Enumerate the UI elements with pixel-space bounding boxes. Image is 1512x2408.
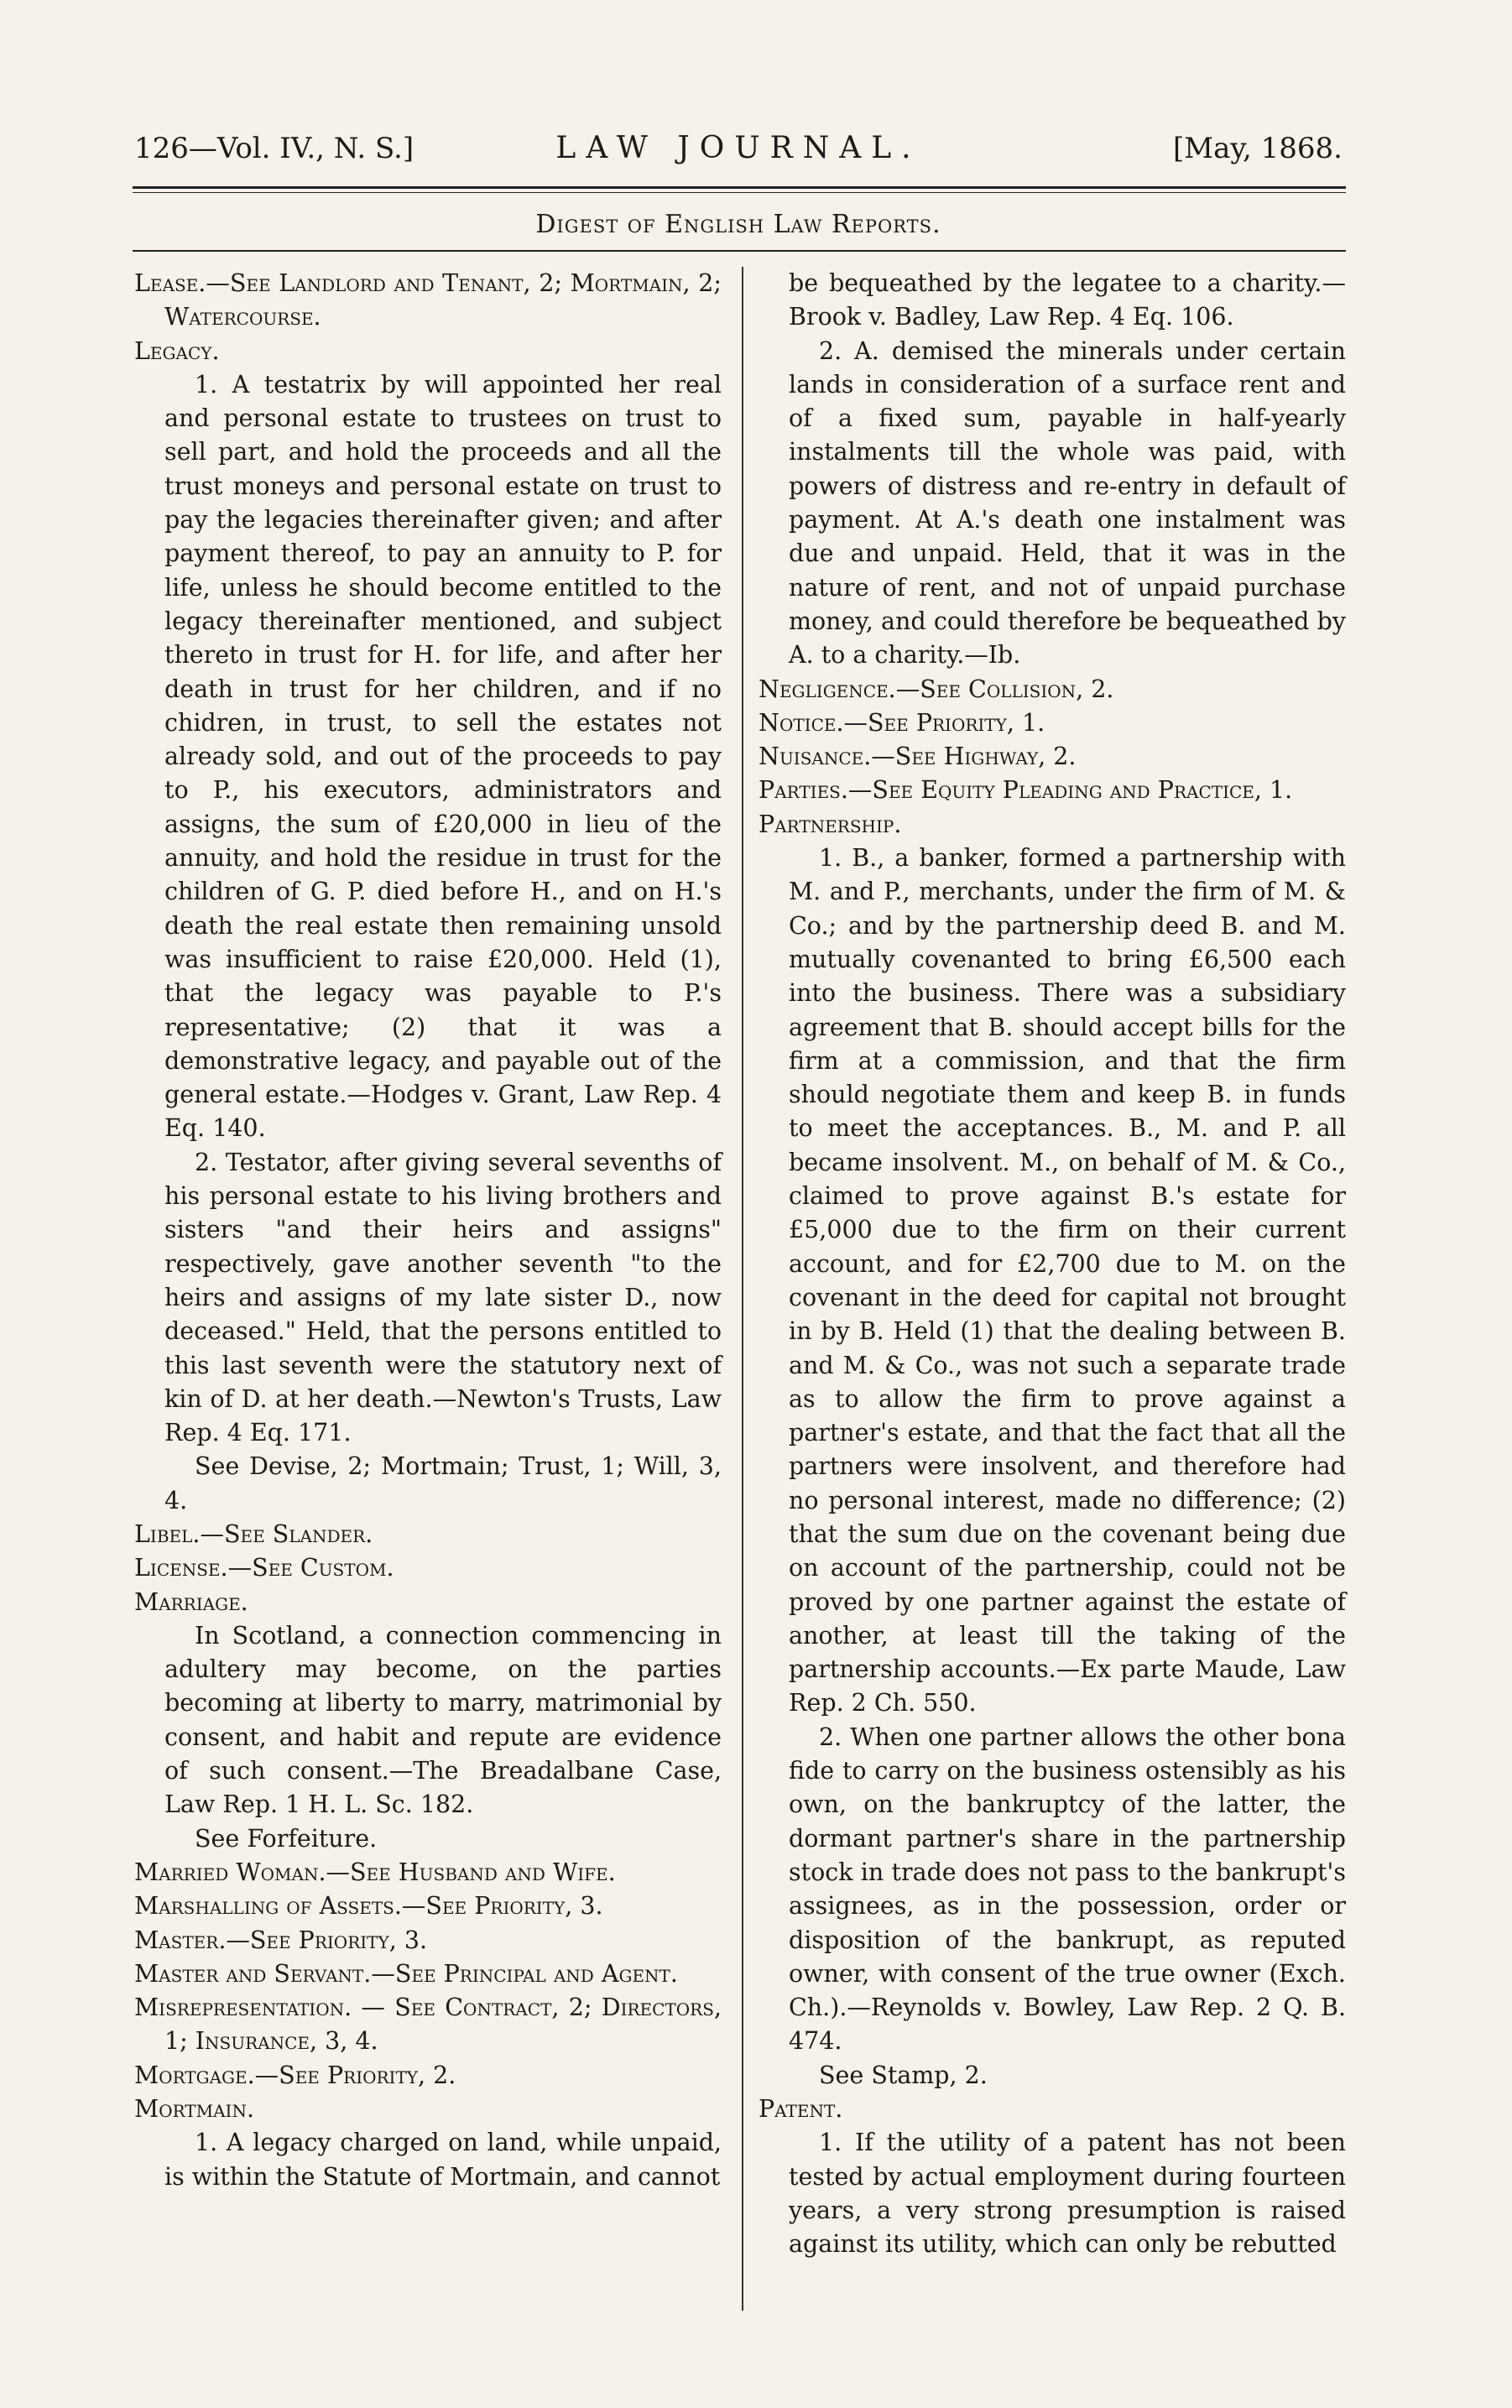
entry-master-servant: Master and Servant.—See Principal and Agent. xyxy=(134,1959,678,1988)
entry-misrepresentation: Misrepresentation. — See Contract, 2; Directors, 1; Insurance, 3, 4. xyxy=(134,1994,722,2056)
mortmain-paragraph-1: 1. A legacy charged on land, while unpaid, is within the Statute of Mortmain, and cannot xyxy=(164,2129,722,2191)
mortmain-paragraph-2: 2. A. demised the minerals under certain lands in consideration of a surface rent and of a fixed sum, payable in half-yearly instalments till the whole was paid, with powers of distress and re-entry in default of payment. At A.'s death one instalment was due and unpaid. Held, that it was in the nature of rent, and not of unpaid purchase money, and could therefore be bequeathed by A. to a charity.—Ib. xyxy=(789,336,1346,670)
entry-parties: Parties.—See Equity Pleading and Practice, 1. xyxy=(759,776,1293,805)
heading-mortmain: Mortmain. xyxy=(134,2095,255,2124)
heading-marriage: Marriage. xyxy=(134,1587,248,1616)
heading-partnership: Partnership. xyxy=(759,810,902,838)
right-column xyxy=(759,267,1346,2262)
entry-marshalling: Marshalling of Assets.—See Priority, 3. xyxy=(134,1892,603,1921)
issue-date: [May, 1868. xyxy=(1173,132,1343,165)
marriage-paragraph: In Scotland, a connection commencing in adultery may become, on the parties becoming at liberty to marry, matrimonial by consent, and habit and repute are evidence of such consent.—The Breadalbane Case, Law Rep. 1 H. L. Sc. 182. xyxy=(164,1621,722,1819)
running-header xyxy=(134,128,1343,169)
marriage-see-also: See Forfeiture. xyxy=(195,1824,378,1853)
partnership-paragraph-1: 1. B., a banker, formed a partnership with M. and P., merchants, under the firm of M. & Co.; and by the partnership deed B. and M. mutually covenanted to bring £6,500 each into the business. There was a subsidiary agreement that B. should accept bills for the firm at a commission, and that the firm should negotiate them and keep B. in funds to meet the acceptances. B., M. and P. all became insolvent. M., on behalf of M. & Co., claimed to prove against B.'s estate for £5,000 due to the firm on their current account, and for £2,700 due to M. on the covenant in the deed for capital not brought in by B. Held (1) that the dealing between B. and M. & Co., was not such a separate trade as to allow the firm to prove against a partner's estate, and that the fact that all the partners were insolvent, and therefore had no personal interest, made no difference; (2) that the sum due on the covenant being due on account of the partnership, could not be proved by one partner against the estate of another, at least till the taking of the partnership accounts.—Ex parte Maude, Law Rep. 2 Ch. 550. xyxy=(789,844,1346,1717)
heading-legacy: Legacy. xyxy=(134,336,220,365)
legacy-paragraph-1: 1. A testatrix by will appointed her real and personal estate to trustees on trust to sell part, and hold the proceeds and all the trust moneys and personal estate on trust to pay the legacies thereinafter given; and after payment thereof, to pay an annuity to P. for life, unless he should become entitled to the legacy thereinafter mentioned, and subject thereto in trust for H. for life, and after her death in trust for her children, and if no chidren, in trust, to sell the estates not already sold, and out of the proceeds to pay to P., his executors, administrators and assigns, the sum of £20,000 in lieu of the annuity, and hold the residue in trust for the children of G. P. died before H., and on H.'s death the real estate then remaining unsold was insufficient to raise £20,000. Held (1), that the legacy was payable to P.'s representative; (2) that it was a demonstrative legacy, and payable out of the general estate.—Hodges v. Grant, Law Rep. 4 Eq. 140. xyxy=(164,370,722,1143)
entry-lease: Lease.—See Landlord and Tenant, 2; Mortmain, 2; Watercourse. xyxy=(134,269,722,331)
section-rule xyxy=(133,250,1346,252)
volume-label: 126—Vol. IV., N. S.] xyxy=(134,132,414,165)
partnership-paragraph-2: 2. When one partner allows the other bona fide to carry on the business ostensibly as his own, on the bankruptcy of the latter, the dormant partner's share in the partnership stock in trade does not pass to the bankrupt's assignees, as in the possession, order or disposition of the bankrupt, as reputed owner, with consent of the true owner (Exch. Ch.).—Reynolds v. Bowley, Law Rep. 2 Q. B. 474. xyxy=(789,1723,1346,2056)
mortmain-paragraph-1-continued: be bequeathed by the legatee to a charity.—Brook v. Badley, Law Rep. 4 Eq. 106. xyxy=(789,269,1346,331)
left-column xyxy=(134,267,722,2194)
header-rule-thin xyxy=(133,192,1346,193)
entry-mortgage: Mortgage.—See Priority, 2. xyxy=(134,2061,456,2089)
header-rule-thick xyxy=(133,186,1346,189)
entry-married-woman: Married Woman.—See Husband and Wife. xyxy=(134,1858,616,1886)
heading-patent: Patent. xyxy=(759,2095,843,2124)
column-divider xyxy=(742,267,743,2311)
journal-title: LAW JOURNAL. xyxy=(555,131,921,165)
entry-master: Master.—See Priority, 3. xyxy=(134,1926,428,1954)
entry-negligence: Negligence.—See Collision, 2. xyxy=(759,675,1114,703)
patent-paragraph-1: 1. If the utility of a patent has not been tested by actual employment during fourteen years, a very strong presumption is raised against its utility, which can only be rebutted xyxy=(789,2129,1346,2259)
partnership-see-also: See Stamp, 2. xyxy=(819,2061,988,2089)
legacy-paragraph-2: 2. Testator, after giving several sevenths of his personal estate to his living brothers and sisters "and their heirs and assigns" respectively, gave another seventh "to the heirs and assigns of my late sister D., now deceased." Held, that the persons entitled to this last seventh were the statutory next of kin of D. at her death.—Newton's Trusts, Law Rep. 4 Eq. 171. xyxy=(164,1148,722,1447)
entry-libel: Libel.—See Slander. xyxy=(134,1519,373,1548)
entry-license: License.—See Custom. xyxy=(134,1554,394,1582)
legacy-see-also: See Devise, 2; Mortmain; Trust, 1; Will, 3, 4. xyxy=(164,1452,722,1514)
section-title: Digest of English Law Reports. xyxy=(535,210,941,239)
entry-notice: Notice.—See Priority, 1. xyxy=(759,708,1045,737)
entry-nuisance: Nuisance.—See Highway, 2. xyxy=(759,743,1077,771)
